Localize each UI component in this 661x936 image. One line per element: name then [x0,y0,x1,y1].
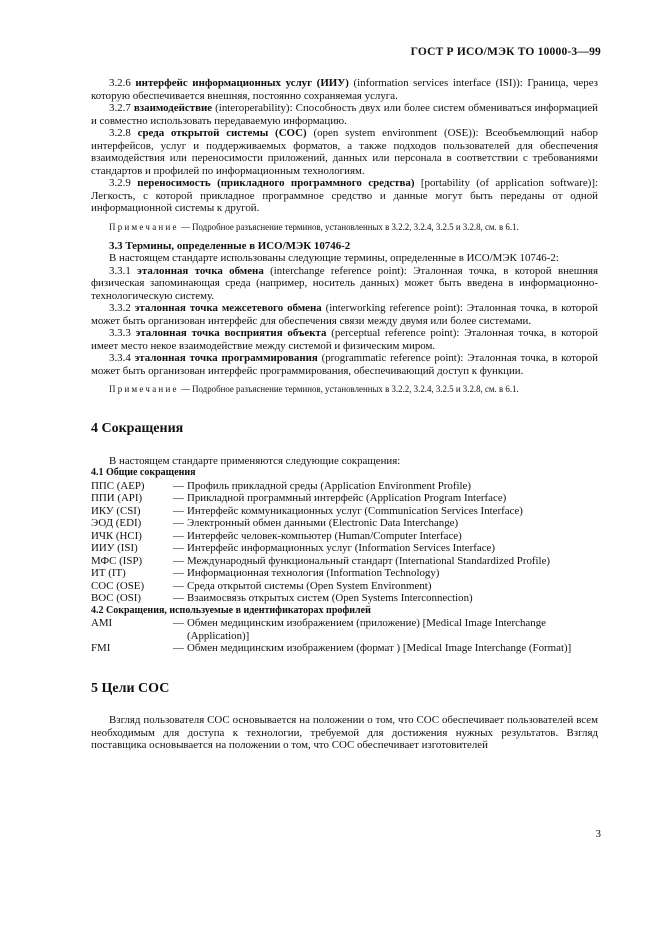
definition-term: взаимодействие [133,102,213,114]
definition-term: эталонная точка восприятия объекта [135,327,327,339]
abbreviation-dash: — [173,642,184,654]
abbreviation-meaning: Обмен медицинским изображением (приложение) [Medical Image Interchange (Application)] [187,617,546,642]
abbreviation-row [91,567,598,580]
definition-number: 3.2.6 [109,77,131,89]
definition-3-3-1 [91,265,598,303]
abbreviation-row [91,530,598,543]
abbreviation-code: FMI [91,642,111,654]
abbreviation-row [91,617,598,642]
definition-number: 3.2.9 [109,177,131,189]
definition-3-2-7 [91,102,598,127]
definition-number: 3.3.2 [109,302,131,314]
definition-term: эталонная точка межсетевого обмена [134,302,322,314]
note-label: Примечание [109,384,179,394]
abbreviations-profiles-table [91,617,598,655]
abbreviation-dash: — [173,479,184,492]
section-5-title: 5 Цели СОС [91,680,170,696]
document-header: ГОСТ Р ИСО/МЭК ТО 10000-3—99 [410,46,601,58]
note-1 [91,222,598,233]
definitions-3-3 [91,265,598,378]
abbreviation-dash: — [173,567,184,579]
page-content [91,77,598,752]
abbreviation-meaning: Интерфейс человек-компьютер (Human/Computer Interface) [187,529,462,542]
abbreviation-code: AMI [91,617,113,629]
section-3-3-title: 3.3 Термины, определенные в ИСО/МЭК 10746-2 [109,239,351,252]
definition-term: интерфейс информационных услуг (ИИУ) [135,77,349,89]
definition-number: 3.2.7 [109,102,131,114]
definitions-3-2 [91,77,598,215]
abbreviation-meaning: Обмен медицинским изображением (формат ) [Medical Image Interchange (Format)] [187,642,572,654]
definition-text: (programmatic reference point): Эталонная точка, в которой может быть организован интерфейс программирования, обеспечивающий доступ к функции. [91,352,598,377]
definition-3-3-3 [91,327,598,352]
note-text: — Подробное разъяснение терминов, установленных в 3.2.2, 3.2.4, 3.2.5 и 3.2.8, см. в 6.1. [178,384,519,394]
definition-number: 3.3.1 [109,264,131,277]
abbreviation-dash: — [173,529,184,542]
definition-3-2-8 [91,127,598,177]
abbreviation-code: СОС (OSE) [91,579,145,592]
abbreviation-dash: — [173,492,184,504]
note-2 [91,384,598,395]
abbreviation-meaning: Среда открытой системы (Open System Environment) [187,579,432,592]
definition-text: (interchange reference point): Эталонная точка, в которой внешняя физическая запоминающая среда (например, носитель данных) может быть введена в информационно-технологическую систему. [91,264,598,302]
abbreviation-dash: — [173,517,184,529]
definition-3-3-2 [91,302,598,327]
abbreviation-meaning: Интерфейс информационных услуг (Information Services Interface) [187,542,495,554]
definition-3-3-4 [91,352,598,377]
abbreviation-meaning: Взаимосвязь открытых систем (Open Systems Interconnection) [187,592,473,604]
abbreviation-code: ППИ (API) [91,492,143,504]
abbreviation-dash: — [173,504,184,517]
section-4-title: 4 Сокращения [91,421,184,436]
abbreviation-dash: — [173,579,184,592]
note-text: — Подробное разъяснение терминов, установленных в 3.2.2, 3.2.4, 3.2.5 и 3.2.8, см. в 6.1. [178,221,519,232]
abbreviation-meaning: Международный функциональный стандарт (International Standardized Profile) [187,554,551,567]
abbreviations-general-table [91,480,598,605]
definition-number: 3.3.3 [109,327,131,339]
abbreviation-code: ИЧК (HCI) [91,529,142,542]
note-label: Примечание [109,221,179,232]
abbreviation-meaning: Информационная технология (Information Technology) [187,567,440,579]
definition-text: (interoperability): Способность двух или более систем обмениваться информацией и совместно использовать передаваемую информацию. [91,102,599,127]
abbreviation-code: ЭОД (EDI) [91,517,142,529]
abbreviation-code: МФС (ISP) [91,554,143,567]
abbreviation-meaning: Электронный обмен данными (Electronic Data Interchange) [187,517,459,529]
abbreviation-row [91,542,598,555]
abbreviation-code: ИКУ (CSI) [91,504,141,517]
abbreviation-row [91,492,598,505]
abbreviation-row [91,555,598,568]
abbreviation-meaning: Прикладной программный интерфейс (Application Program Interface) [187,492,507,504]
section-4-intro: В настоящем стандарте применяются следующие сокращения: [109,454,401,467]
section-3-3-intro: В настоящем стандарте использованы следующие термины, определенные в ИСО/МЭК 10746-2: [109,252,559,264]
section-5-text: Взгляд пользователя СОС основывается на положении о том, что СОС обеспечивает пользователей всем необходимым для доступа к технологии, требуемой для достижения нужных результатов. Взгляд поставщика основывается на положении о том, что СОС обеспечивает изготовителей [91,714,598,751]
abbreviation-code: ИИУ (ISI) [91,542,138,554]
abbreviation-meaning: Интерфейс коммуникационных услуг (Communication Services Interface) [187,504,523,517]
abbreviation-row [91,592,598,605]
definition-3-2-9 [91,177,598,215]
abbreviation-code: ВОС (OSI) [91,592,142,604]
abbreviation-meaning: Профиль прикладной среды (Application Environment Profile) [187,479,471,492]
abbreviation-dash: — [173,554,184,567]
abbreviation-code: ППС (AEP) [91,479,145,492]
section-4-2-title: 4.2 Сокращения, используемые в идентификаторах профилей [91,604,371,616]
abbreviation-row [91,505,598,518]
abbreviation-code: ИТ (IT) [91,567,126,579]
definition-number: 3.3.4 [109,352,131,364]
definition-text: (perceptual reference point): Эталонная точка, в которой имеет место некое взаимодействие между системой и физическим миром. [91,327,598,352]
abbreviation-row [91,642,598,655]
abbreviation-row [91,517,598,530]
abbreviation-dash: — [173,617,184,629]
abbreviation-row [91,580,598,593]
definition-term: переносимость (прикладного программного средства) [137,177,415,189]
definition-term: эталонная точка обмена [137,264,264,277]
page-number: 3 [595,828,601,840]
abbreviation-dash: — [173,592,184,604]
definition-text: [portability (of application software)]: Легкость, с которой прикладное программное средство и данные могут быть переданы от одной информационной системы к другой. [91,177,598,214]
abbreviation-dash: — [173,542,184,554]
definition-number: 3.2.8 [109,127,131,139]
definition-text: (interworking reference point): Эталонная точка, в которой может быть организован интерфейс для обеспечения связи между двумя или более системами. [91,302,598,327]
section-4-1-title: 4.1 Общие сокращения [91,467,196,478]
abbreviation-row [91,480,598,493]
definition-3-2-6 [91,77,598,102]
definition-term: среда открытой системы (СОС) [137,127,307,139]
definition-text: (information services interface (ISI)): Граница, через которую обеспечивается внешняя, постоянно сохраняемая услуга. [91,77,598,102]
definition-text: (open system environment (OSE)): Всеобъемлющий набор интерфейсов, услуг и поддерживаемых форматов, а также подходов пользователей для обеспечения взаимодействия или переносимости приложений, данных или персонала в соответствии с требованиями стандартов и профилей по информационным технологиям. [91,127,598,177]
definition-term: эталонная точка программирования [134,352,318,364]
